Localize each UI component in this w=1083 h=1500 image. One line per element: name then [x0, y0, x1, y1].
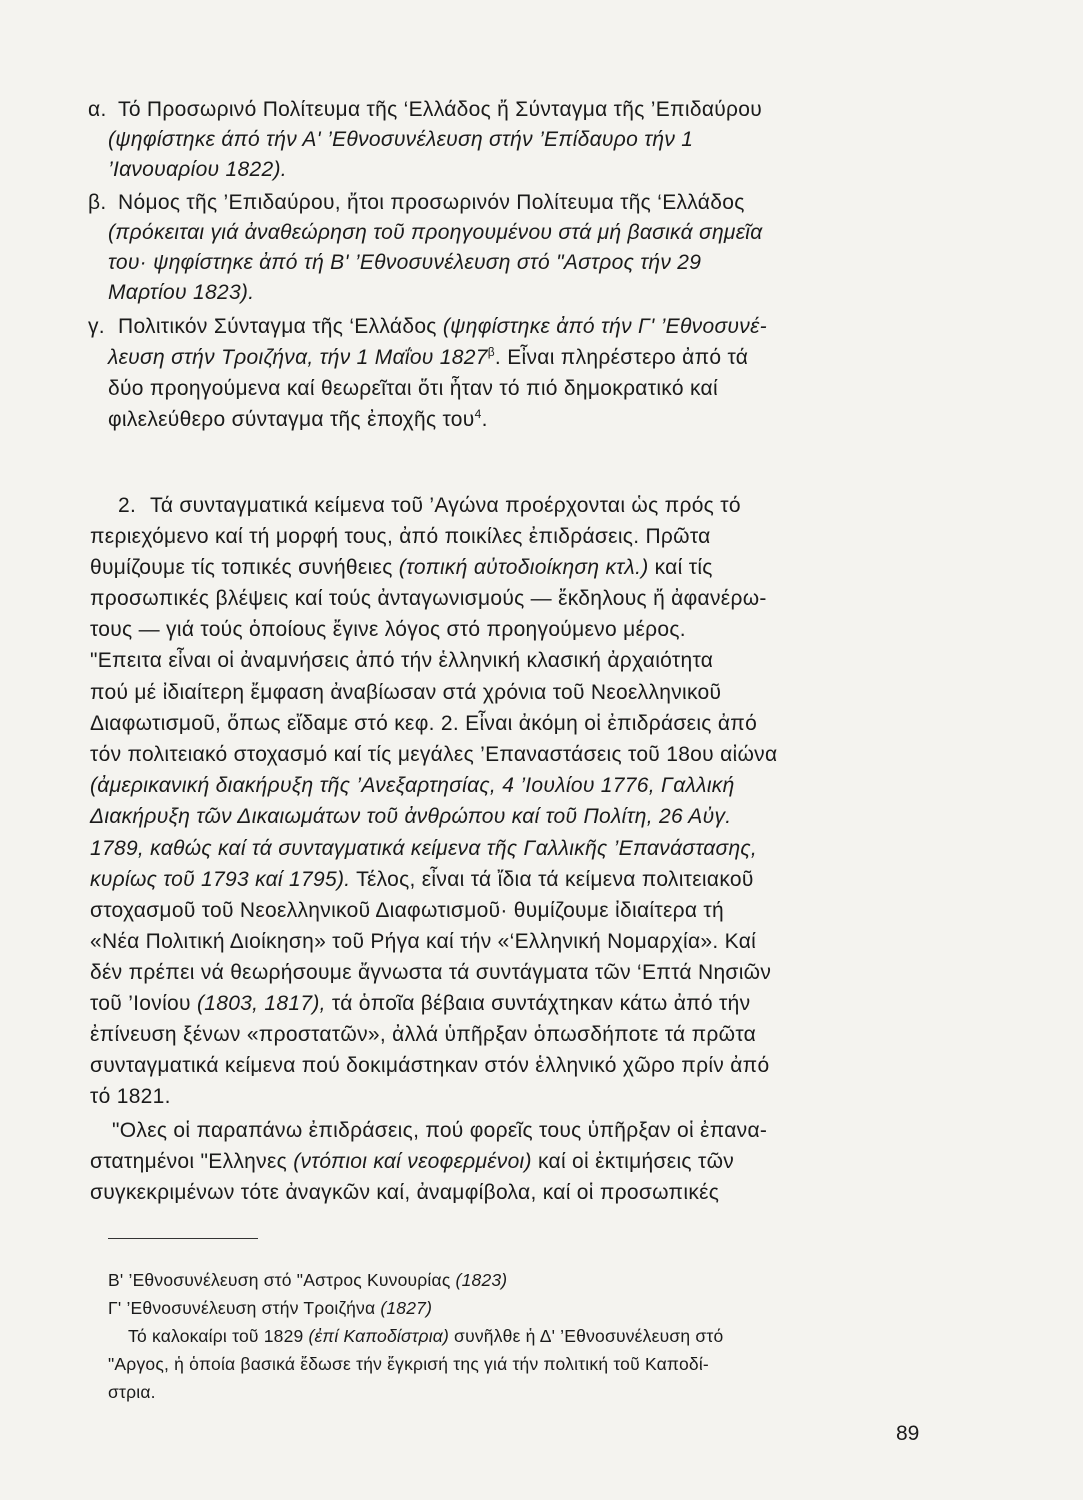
- text-line: πού μέ ἰδιαίτερη ἔμφαση ἀναβίωσαν στά χρόνια τοῦ Νεοελληνικοῦ: [90, 681, 722, 704]
- text-line: (ἀμερικανική διακήρυξη τῆς ’Ανεξαρτησίας, 4 ’Ιουλίου 1776, Γαλλική: [90, 774, 735, 797]
- text-line: (ψηφίστηκε άπό τήν Α' ’Εθνοσυνέλευση στήν ’Επίδαυρο τήν 1: [108, 128, 694, 151]
- footnote-line: Β' ’Εθνοσυνέλευση στό "Αστρος Κυνουρίας (1823): [108, 1270, 508, 1290]
- footnote-line: "Αργος, ἡ ὁποία βασικά ἔδωσε τήν ἔγκρισή της γιά τήν πολιτική τοῦ Καποδί-: [108, 1354, 709, 1374]
- list-marker: α.: [88, 98, 107, 121]
- page-number: 89: [896, 1422, 920, 1445]
- text-line: κυρίως τοῦ 1793 καί 1795). Τέλος, εἶναι τά ἴδια τά κείμενα πολιτειακοῦ: [90, 868, 754, 891]
- text-line: συγκεκριμένων τότε ἀναγκῶν καί, ἀναμφίβολα, καί οἱ προσωπικές: [90, 1181, 720, 1204]
- list-marker: β.: [88, 191, 107, 214]
- footnote-line: Τό καλοκαίρι τοῦ 1829 (ἐπί Καποδίστρια) συνῆλθε ἡ Δ' ’Εθνοσυνέλευση στό: [128, 1326, 724, 1346]
- text-line: προσωπικές βλέψεις καί τούς ἀνταγωνισμούς — ἔκδηλους ἤ ἀφανέρω-: [90, 587, 767, 610]
- footnote-ref: 4: [474, 407, 482, 421]
- text-line: λευση στήν Τροιζήνα, τήν 1 Μαΐου $1827^\beta$. Εἶναι πληρέστερο ἀπό τά: [108, 345, 749, 369]
- footnote-ref: β: [487, 345, 495, 359]
- list-marker: γ.: [88, 315, 105, 338]
- text-line: τόν πολιτειακό στοχασμό καί τίς μεγάλες ’Επαναστάσεις τοῦ 18ου αἰώνα: [90, 743, 778, 766]
- text-line: 1789, καθώς καί τά συνταγματικά κείμενα τῆς Γαλλικῆς ’Επανάστασης,: [90, 837, 758, 860]
- text-line: Πολιτικόν Σύνταγμα τῆς ‘Ελλάδος (ψηφίστηκε ἀπό τήν Γ' ’Εθνοσυνέ-: [118, 315, 767, 338]
- text-line: δέν πρέπει νά θεωρήσουμε ἄγνωστα τά συντάγματα τῶν ‘Επτά Νησιῶν: [90, 961, 772, 984]
- text-line: Νόμος τῆς ’Επιδαύρου, ἤτοι προσωρινόν Πολίτευμα τῆς ‘Ελλάδος: [118, 191, 745, 214]
- text-line: δύο προηγούμενα καί θεωρεῖται ὅτι ἦταν τό πιό δημοκρατικό καί: [108, 377, 718, 400]
- text-line: συνταγματικά κείμενα πού δοκιμάστηκαν στόν ἑλληνικό χῶρο πρίν ἀπό: [90, 1054, 770, 1077]
- footnote-line: στρια.: [108, 1382, 156, 1402]
- text-line: (πρόκειται γιά ἀναθεώρηση τοῦ προηγουμένου στά μή βασικά σημεῖα: [108, 221, 763, 244]
- text-line: στοχασμοῦ τοῦ Νεοελληνικοῦ Διαφωτισμοῦ· θυμίζουμε ἰδιαίτερα τή: [90, 899, 725, 922]
- text-line: ’Ιανουαρίου 1822).: [108, 158, 287, 181]
- text-line: "Ολες οἱ παραπάνω ἐπιδράσεις, πού φορεῖς τους ὑπῆρξαν οἱ ἐπανα-: [112, 1119, 768, 1142]
- text-line: Διαφωτισμοῦ, ὅπως εἴδαμε στό κεφ. 2. Εἶναι ἀκόμη οἱ ἐπιδράσεις ἀπό: [90, 712, 758, 735]
- text-line: θυμίζουμε τίς τοπικές συνήθειες (τοπική αὐτοδιοίκηση κτλ.) καί τίς: [90, 556, 713, 579]
- footnote-rule: [108, 1238, 258, 1239]
- text-line: του· ψηφίστηκε ἀπό τή Β' ’Εθνοσυνέλευση στό "Αστρος τήν 29: [108, 251, 702, 274]
- text-line: "Επειτα εἶναι οἱ ἀναμνήσεις ἀπό τήν ἑλληνική κλασική ἀρχαιότητα: [90, 649, 714, 672]
- text-line: Διακήρυξη τῶν Δικαιωμάτων τοῦ ἀνθρώπου καί τοῦ Πολίτη, 26 Αὐγ.: [90, 805, 732, 828]
- text-line: φιλελεύθερο σύνταγμα τῆς ἐποχῆς του$^4$.: [108, 407, 488, 431]
- section-number: 2.: [118, 494, 137, 517]
- text-line: Μαρτίου 1823).: [108, 281, 255, 304]
- text-line: ἐπίνευση ξένων «προστατῶν», ἀλλά ὑπῆρξαν ὁπωσδήποτε τά πρῶτα: [90, 1023, 757, 1046]
- text-line: στατημένοι "Ελληνες (ντόπιοι καί νεοφερμένοι) καί οἱ ἐκτιμήσεις τῶν: [90, 1150, 735, 1173]
- text-line: «Νέα Πολιτική Διοίκηση» τοῦ Ρήγα καί τήν «‘Ελληνική Νομαρχία». Καί: [90, 930, 757, 953]
- footnote-line: Γ' ’Εθνοσυνέλευση στήν Τροιζήνα (1827): [108, 1298, 433, 1318]
- text-line: τους — γιά τούς ὁποίους ἔγινε λόγος στό προηγούμενο μέρος.: [90, 618, 686, 641]
- text-line: Τά συνταγματικά κείμενα τοῦ ’Αγώνα προέρχονται ὡς πρός τό: [150, 494, 741, 517]
- text-line: τό 1821.: [90, 1085, 171, 1108]
- text-line: τοῦ ’Ιονίου (1803, 1817), τά ὁποῖα βέβαια συντάχτηκαν κάτω ἀπό τήν: [90, 992, 751, 1015]
- text-line: Τό Προσωρινό Πολίτευμα τῆς ‘Ελλάδος ἤ Σύνταγμα τῆς ’Επιδαύρου: [118, 98, 763, 121]
- text-line: περιεχόμενο καί τή μορφή τους, ἀπό ποικίλες ἐπιδράσεις. Πρῶτα: [90, 525, 711, 548]
